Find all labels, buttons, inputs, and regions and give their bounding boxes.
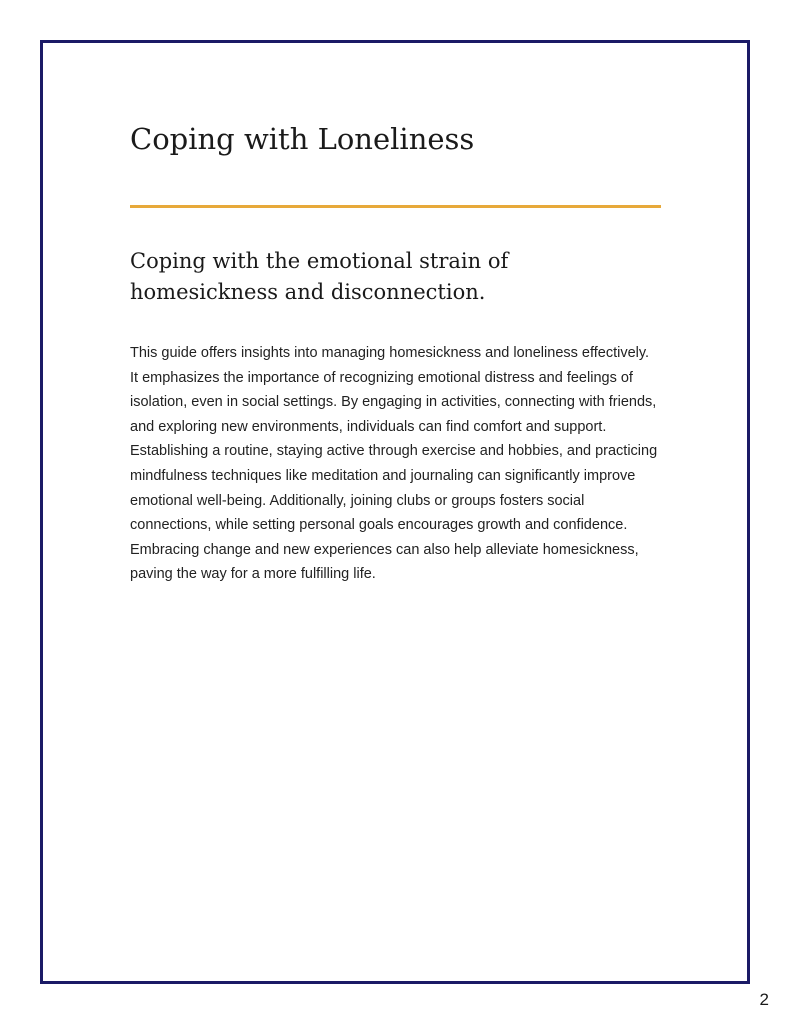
page-title: Coping with Loneliness [130,122,475,156]
body-line: isolation, even in social settings. By engaging in activities, connecting with friends, [130,394,657,411]
body-line: and exploring new environments, individuals can find comfort and support. [130,418,607,435]
body-paragraph [130,341,690,587]
body-line: paving the way for a more fulfilling life. [130,566,376,583]
page-number: 2 [759,990,769,1009]
body-line: Establishing a routine, staying active through exercise and hobbies, and practicing [130,443,658,460]
subtitle-line: homesickness and disconnection. [130,280,486,304]
body-line: This guide offers insights into managing homesickness and loneliness effectively. [130,345,650,361]
body-line: mindfulness techniques like meditation and journaling can significantly improve [130,467,636,484]
body-line: It emphasizes the importance of recognizing emotional distress and feelings of [130,369,633,386]
body-line: Embracing change and new experiences can also help alleviate homesickness, [130,541,639,558]
body-line: emotional well-being. Additionally, joining clubs or groups fosters social [130,492,585,509]
subtitle-line: Coping with the emotional strain of [130,249,509,273]
title-divider [130,205,661,208]
body-line: connections, while setting personal goals encourages growth and confidence. [130,517,628,534]
page-subtitle [130,246,670,308]
